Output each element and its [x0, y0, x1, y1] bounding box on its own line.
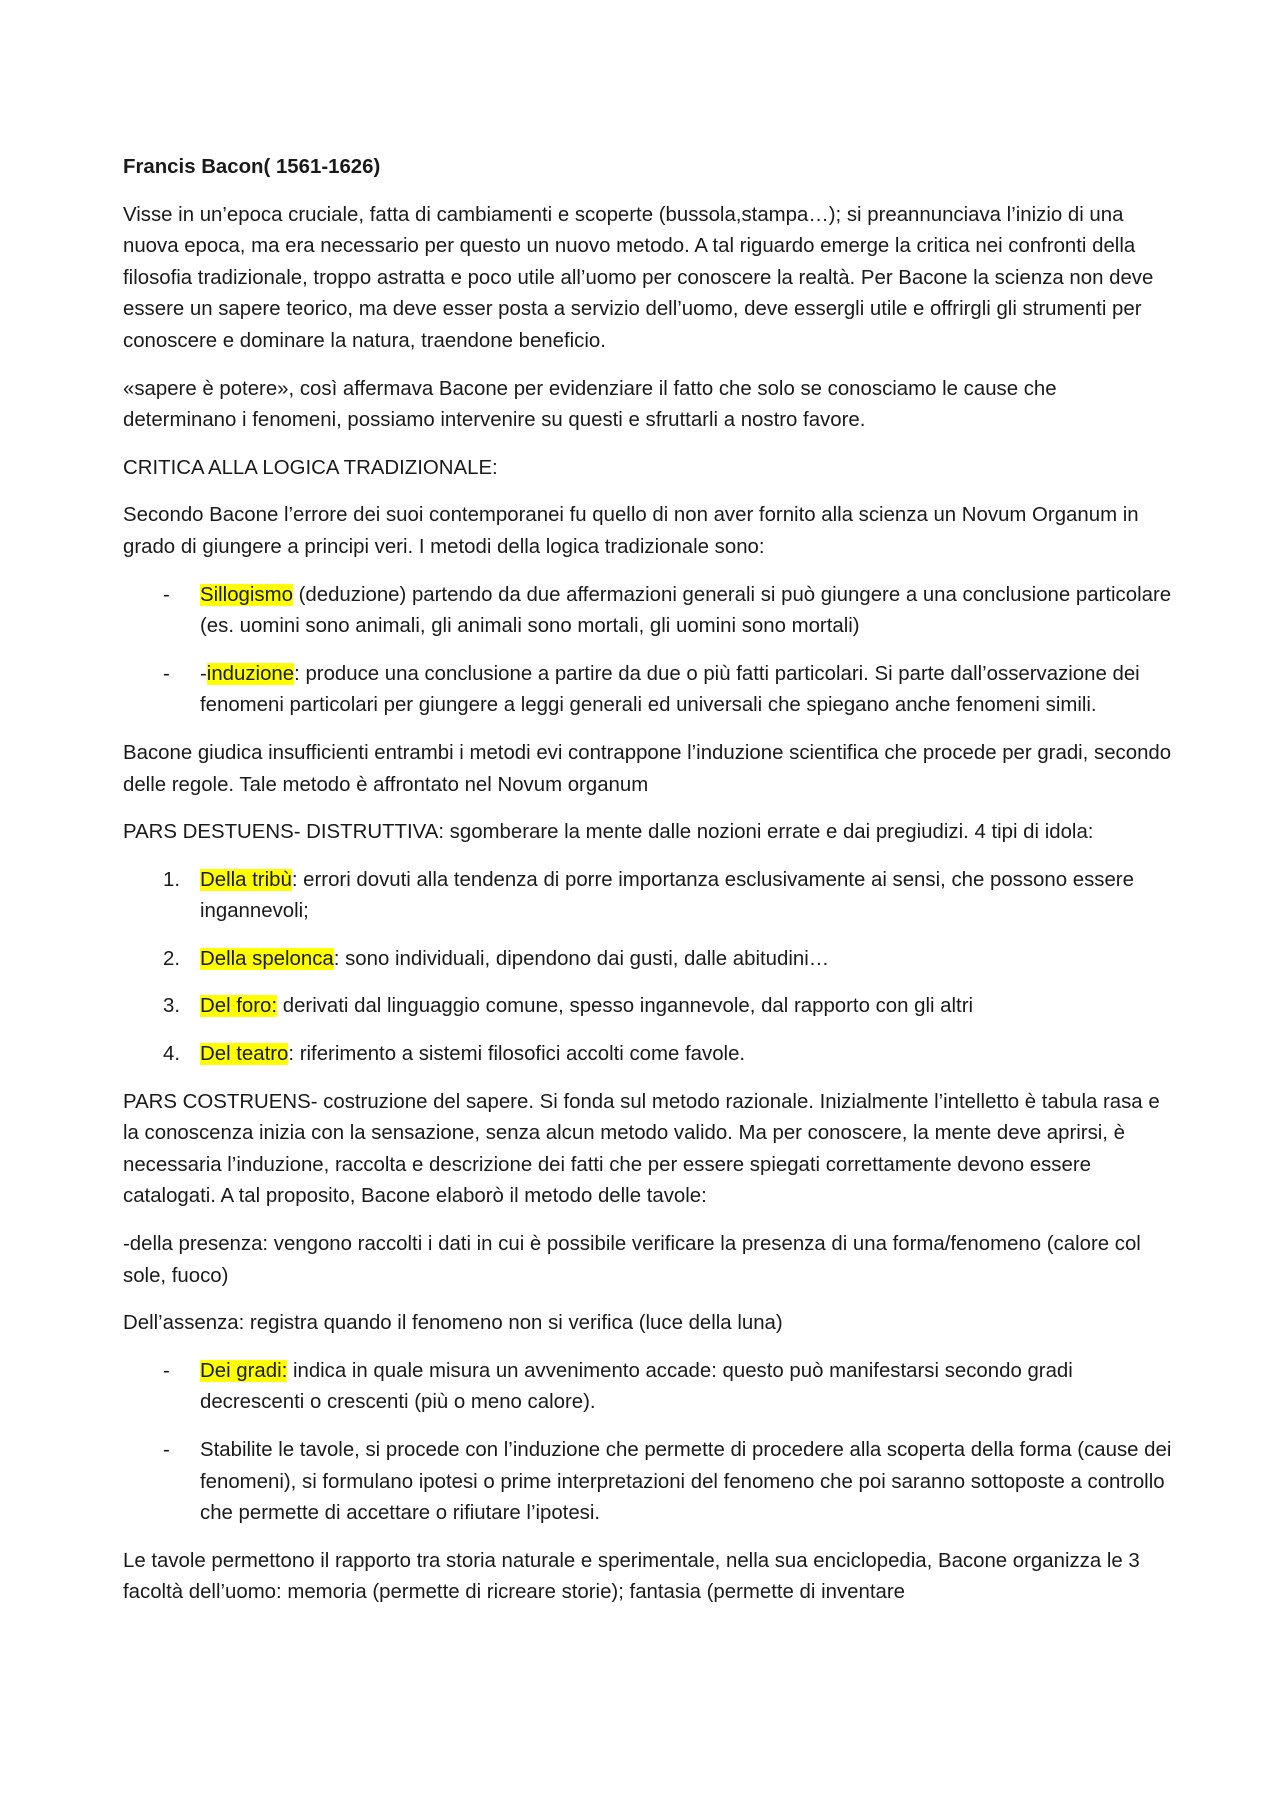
list-item-text — [200, 991, 1173, 1023]
highlighted-term: Del foro: — [200, 995, 278, 1018]
list-item — [123, 580, 1173, 643]
item-body: Stabilite le tavole, si procede con l’induzione che permette di procedere alla scoperta della forma (cause dei fenomeni), si formulano ipotesi o prime interpretazioni del fenomeno che poi saranno sottoposte a controllo che permette di accettare o rifiutare l’ipotesi. — [200, 1439, 1172, 1525]
paragraph-tavola-assenza: Dell’assenza: registra quando il fenomeno non si verifica (luce della luna) — [123, 1312, 783, 1335]
paragraph-sapere-potere: «sapere è potere», così affermava Bacone per evidenziare il fatto che solo se conosciamo le cause che determinano i fenomeni, possiamo intervenire su questi e sfruttarli a nostro favore. — [123, 377, 1057, 432]
list-logica-tradizionale — [123, 580, 1173, 722]
item-body: : riferimento a sistemi filosofici accolti come favole. — [288, 1043, 746, 1066]
prefix-text: - — [200, 662, 207, 685]
highlighted-term: Sillogismo — [200, 583, 293, 606]
highlighted-term: Della spelonca — [200, 947, 334, 970]
number-marker: 4. — [163, 1043, 181, 1066]
paragraph-intro: Visse in un’epoca cruciale, fatta di cambiamenti e scoperte (bussola,stampa…); si preannunciava l’inizio di una nuova epoca, ma era necessario per questo un nuovo metodo. A tal riguardo emerge la critica nei confronti della filosofia tradizionale, troppo astratta e poco utile all’uomo per conoscere la realtà. Per Bacone la scienza non deve essere un sapere teorico, ma deve esser posta a servizio dell’uomo, deve essergli utile e offrirgli gli strumenti per conoscere e dominare la natura, traendone beneficio. — [123, 203, 1154, 352]
bullet-marker: - — [163, 583, 170, 606]
paragraph-tavola-presenza: -della presenza: vengono raccolti i dati in cui è possibile verificare la presenza di una forma/fenomeno (calore col sole, fuoco) — [123, 1233, 1141, 1287]
list-item — [123, 991, 1173, 1023]
list-item-text — [200, 1039, 1173, 1071]
list-item — [123, 865, 1173, 928]
paragraph-novum-organum: Secondo Bacone l’errore dei suoi contemporanei fu quello di non aver fornito alla scienza un Novum Organum in grado di giungere a principi veri. I metodi della logica tradizionale sono: — [123, 504, 1139, 558]
list-item — [123, 659, 1173, 722]
bullet-marker: - — [163, 662, 170, 685]
list-item-text — [200, 580, 1173, 643]
bullet-marker: - — [163, 1359, 170, 1382]
highlighted-term: Dei gradi: — [200, 1359, 288, 1382]
section-heading-pars-destruens: PARS DESTUENS- DISTRUTTIVA: sgomberare la mente dalle nozioni errate e dai pregiudizi. 4 tipi di idola: — [123, 821, 1094, 844]
item-body: : errori dovuti alla tendenza di porre importanza esclusivamente ai sensi, che possono essere ingannevoli; — [200, 868, 1134, 923]
bullet-marker: - — [163, 1439, 170, 1461]
section-heading-critica: CRITICA ALLA LOGICA TRADIZIONALE: — [123, 456, 498, 479]
list-item — [123, 1039, 1173, 1071]
item-body: : sono individuali, dipendono dai gusti, dalle abitudini… — [333, 947, 830, 970]
number-marker: 2. — [163, 947, 181, 970]
document-title: Francis Bacon( 1561-1626) — [123, 156, 381, 178]
number-marker: 3. — [163, 995, 181, 1018]
paragraph-pars-costruens: PARS COSTRUENS- costruzione del sapere. Si fonda sul metodo razionale. Inizialmente l’intelletto è tabula rasa e la conoscenza inizia con la sensazione, senza alcun metodo valido. Ma per conoscere, la mente deve aprirsi, è necessaria l’induzione, raccolta e descrizione dei fatti che per essere spiegati correttamente devono essere catalogati. A tal proposito, Bacone elaborò il metodo delle tavole: — [123, 1090, 1160, 1208]
list-item-text — [200, 865, 1173, 928]
list-idola — [123, 865, 1173, 1071]
document-body — [123, 152, 1173, 1625]
list-item-text — [200, 659, 1173, 722]
item-body: : produce una conclusione a partire da due o più fatti particolari. Si parte dall’osservazione dei fenomeni particolari per giungere a leggi generali ed universali che spiegano anche fenomeni simili. — [200, 662, 1140, 717]
paragraph-enciclopedia: Le tavole permettono il rapporto tra storia naturale e sperimentale, nella sua enciclopedia, Bacone organizza le 3 facoltà dell’uomo: memoria (permette di ricreare storie); fantasia (permette di inventare — [123, 1549, 1140, 1604]
list-item — [123, 944, 1173, 976]
paragraph-induzione-scientifica: Bacone giudica insufficienti entrambi i metodi evi contrappone l’induzione scientifica che procede per gradi, secondo delle regole. Tale metodo è affrontato nel Novum organum — [123, 741, 1172, 796]
item-body: (deduzione) partendo da due affermazioni generali si può giungere a una conclusione particolare (es. uomini sono animali, gli animali sono mortali, gli uomini sono mortali) — [200, 583, 1172, 638]
list-item-text — [200, 944, 1173, 976]
list-item — [123, 1356, 1173, 1419]
list-item-text — [200, 1356, 1173, 1419]
item-body: indica in quale misura un avvenimento accade: questo può manifestarsi secondo gradi decrescenti o crescenti (più o meno calore). — [200, 1359, 1073, 1414]
item-body: derivati dal linguaggio comune, spesso ingannevole, dal rapporto con gli altri — [277, 995, 974, 1018]
number-marker: 1. — [163, 868, 181, 891]
highlighted-term: induzione — [206, 662, 295, 685]
list-tavole — [123, 1356, 1173, 1530]
list-item — [123, 1435, 1173, 1530]
highlighted-term: Del teatro — [200, 1043, 289, 1066]
list-item-text — [200, 1435, 1173, 1530]
highlighted-term: Della tribù — [200, 868, 292, 891]
